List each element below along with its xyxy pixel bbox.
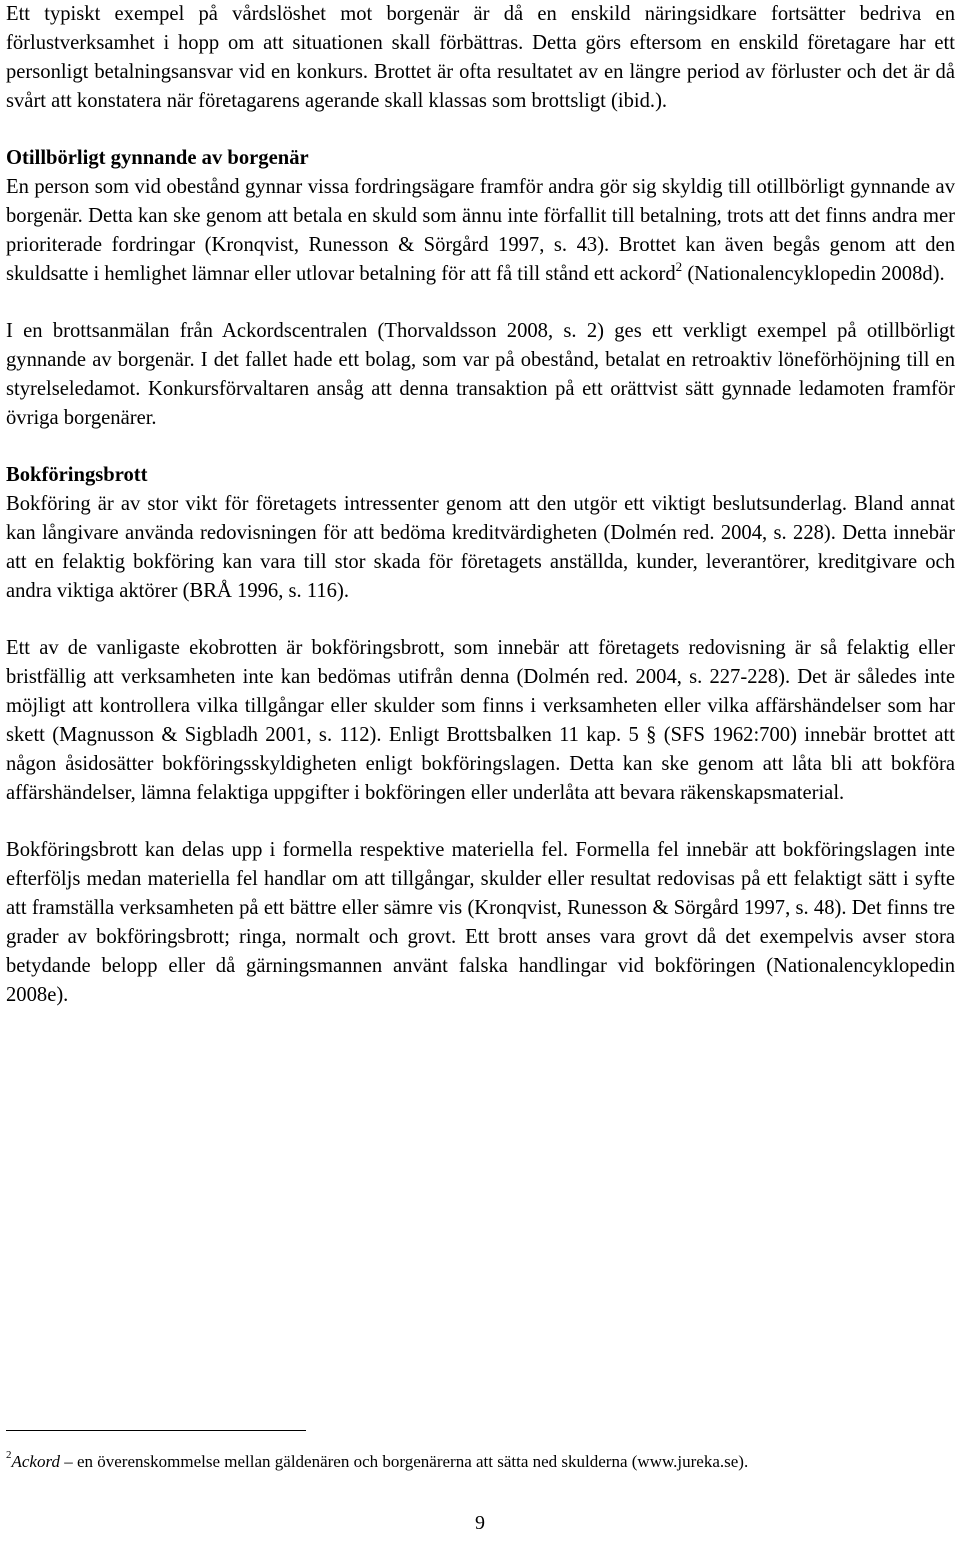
paragraph-brottsanmalan: I en brottsanmälan från Ackordscentralen (Thorvaldsson 2008, s. 2) ges ett verkligt exempel på otillbörligt gynnande av borgenär. I det fallet hade ett bolag, som var på obestånd, betalat en retroaktiv löneförhöjning till en styrelseledamot. Konkursförvaltaren ansåg att denna transaktion på ett orättvist sätt gynnade ledamoten framför övriga borgenärer. xyxy=(6,320,955,429)
paragraph-gap xyxy=(6,808,955,836)
paragraph-text: En person som vid obestånd gynnar vissa fordringsägare framför andra gör sig skyldig till otillbörligt gynnande av borgenär. Detta kan ske genom att betala en skuld som ännu inte förfallit till betalning, trots att det finns andra mer prioriterade fordringar (Kronqvist, Runesson & Sörgård 1997, s. 43). Brottet kan även begås genom att den skuldsatte i hemlighet lämnar eller utlovar betalning för att få till stånd ett ackord xyxy=(6,176,955,285)
footnote-text: – en överenskommelse mellan gäldenären och borgenärerna att sätta ned skulderna (www.jureka.se). xyxy=(59,1452,749,1471)
footnote-separator xyxy=(6,1430,306,1431)
footnote-term: Ackord xyxy=(11,1452,60,1471)
paragraph-gap xyxy=(6,289,955,317)
document-body xyxy=(6,0,955,1010)
footnote-number: 2 xyxy=(6,1449,12,1461)
heading-otillborligt-gynnande: Otillbörligt gynnande av borgenär xyxy=(6,147,309,169)
paragraph-gap xyxy=(6,116,955,144)
paragraph-bokforing-vikt: Bokföring är av stor vikt för företagets intressenter genom att den utgör ett viktigt beslutsunderlag. Bland annat kan långivare använda redovisningen för att bedöma kreditvärdigheten (Dolmén red. 2004, s. 228). Detta innebär att en felaktig bokföring kan vara till stor skada för företagets anställda, kunder, leverantörer, kreditgivare och andra viktiga aktörer (BRÅ 1996, s. 116). xyxy=(6,493,955,602)
paragraph-text-end: (Nationalencyklopedin 2008d). xyxy=(682,263,945,285)
paragraph-formella-materiella-fel: Bokföringsbrott kan delas upp i formella respektive materiella fel. Formella fel innebär att bokföringslagen inte efterföljs medan materiella fel handlar om att tillgångar, skulder eller resultat redovisas på ett felaktigt sätt i syfte att framställa verksamheten på ett bättre eller sämre vis (Kronqvist, Runesson & Sörgård 1997, s. 48). Det finns tre grader av bokföringsbrott; ringa, normalt och grovt. Ett brott anses vara grovt då det exempelvis avser stora betydande belopp eller då gärningsmannen använt falska handlingar vid bokföringen (Nationalencyklopedin 2008e). xyxy=(6,839,955,1006)
page-number: 9 xyxy=(475,1512,485,1534)
footnote xyxy=(6,1443,955,1474)
paragraph-gap xyxy=(6,433,955,461)
paragraph-vanligaste-ekobrott: Ett av de vanligaste ekobrotten är bokföringsbrott, som innebär att företagets redovisning är så felaktig eller bristfällig att verksamheten inte kan bedömas utifrån denna (Dolmén red. 2004, s. 227-228). Det är således inte möjligt att kontrollera vilka tillgångar eller skulder som finns i verksamheten eller vilka affärshändelser som har skett (Magnusson & Sigbladh 2001, s. 112). Enligt Brottsbalken 11 kap. 5 § (SFS 1962:700) innebär brottet att någon åsidosätter bokföringsskyldigheten enligt bokföringslagen. Detta kan ske genom att låta bli att bokföra affärshändelser, lämna felaktiga uppgifter i bokföringen eller underlåta att bevara räkenskapsmaterial. xyxy=(6,637,955,804)
paragraph-gap xyxy=(6,606,955,634)
paragraph-vardsloshet: Ett typiskt exempel på vårdslöshet mot borgenär är då en enskild näringsidkare fortsätter bedriva en förlustverksamhet i hopp om att situationen skall förbättras. Detta görs eftersom en enskild företagare har ett personligt betalningsansvar vid en konkurs. Brottet är ofta resultatet av en längre period av förluster och det är då svårt att konstatera när företagarens agerande skall klassas som brottsligt (ibid.). xyxy=(6,3,955,112)
paragraph-otillborligt-gynnande xyxy=(6,173,955,289)
footnote-reference: 2 xyxy=(675,259,683,274)
heading-bokforingsbrott: Bokföringsbrott xyxy=(6,464,148,486)
